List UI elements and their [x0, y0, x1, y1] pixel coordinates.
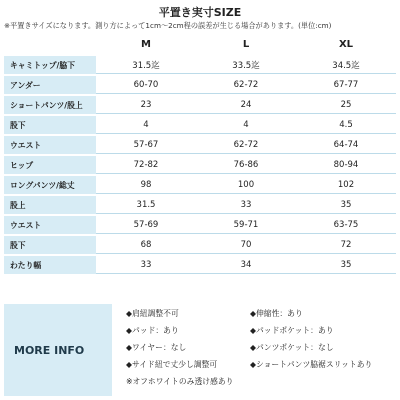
size-value-cell: 24: [196, 96, 296, 114]
measurement-note: ※平置きサイズになります。測り方によって1cm～2cm程の誤差が生じる場合があります。(単位:cm): [4, 21, 332, 30]
header-corner: [4, 35, 96, 54]
table-row: [4, 176, 396, 194]
size-value-cell: 72: [296, 236, 396, 254]
size-value-cell: 68: [96, 236, 196, 254]
size-value-cell: 102: [296, 176, 396, 194]
size-header-xl: XL: [338, 39, 354, 50]
table-row: [4, 116, 396, 134]
more-info-label: MORE INFO: [14, 344, 85, 357]
row-label: 股下: [4, 116, 96, 134]
size-value-cell: 64-74: [296, 136, 396, 154]
row-label: キャミトップ/脇下: [4, 56, 96, 74]
table-row: [4, 216, 396, 234]
table-row: [4, 236, 396, 254]
info-side-string: ◆サイド紐で丈少し調整可: [126, 360, 218, 369]
row-label: ショートパンツ/股上: [4, 96, 96, 114]
size-value-cell: 35: [296, 196, 396, 214]
row-label: 股下: [4, 236, 96, 254]
size-value-cell: 31.5迄: [96, 56, 196, 74]
row-label: アンダー: [4, 76, 96, 94]
table-row: [4, 196, 396, 214]
size-value-cell: 70: [196, 236, 296, 254]
row-label: ヒップ: [4, 156, 96, 174]
size-value-cell: 57-69: [96, 216, 196, 234]
info-pad: ◆パッド：あり: [126, 326, 179, 335]
size-header-row: [4, 35, 396, 54]
more-info-box: [112, 304, 396, 396]
row-label: わたり幅: [4, 256, 96, 274]
size-table: [4, 33, 396, 276]
info-offwhite-note: ※オフホワイトのみ透け感あり: [126, 377, 234, 386]
size-value-cell: 4: [196, 116, 296, 134]
size-table-body: [4, 56, 396, 274]
more-info-section: [4, 304, 396, 396]
size-value-cell: 72-82: [96, 156, 196, 174]
size-value-cell: 33: [96, 256, 196, 274]
info-pad-pocket: ◆パッドポケット：あり: [250, 326, 334, 335]
size-value-cell: 60-70: [96, 76, 196, 94]
info-shoulder-strap: ◆肩紐調整不可: [126, 309, 179, 318]
size-value-cell: 63-75: [296, 216, 396, 234]
table-row: [4, 76, 396, 94]
size-value-cell: 35: [296, 256, 396, 274]
table-row: [4, 156, 396, 174]
size-header-m: M: [141, 39, 151, 50]
info-stretch: ◆伸縮性：あり: [250, 309, 303, 318]
row-label: ロングパンツ/総丈: [4, 176, 96, 194]
size-value-cell: 59-71: [196, 216, 296, 234]
table-row: [4, 136, 396, 154]
row-label: 股上: [4, 196, 96, 214]
size-value-cell: 33: [196, 196, 296, 214]
size-value-cell: 4: [96, 116, 196, 134]
size-chart-title: 平置き実寸SIZE: [158, 6, 242, 19]
size-value-cell: 57-67: [96, 136, 196, 154]
size-value-cell: 62-72: [196, 76, 296, 94]
table-row: [4, 256, 396, 274]
size-value-cell: 25: [296, 96, 396, 114]
size-value-cell: 34.5迄: [296, 56, 396, 74]
info-slit: ◆ショートパンツ脇裾スリットあり: [250, 360, 373, 369]
table-row: [4, 96, 396, 114]
row-label: ウエスト: [4, 136, 96, 154]
size-value-cell: 62-72: [196, 136, 296, 154]
size-value-cell: 98: [96, 176, 196, 194]
size-value-cell: 4.5: [296, 116, 396, 134]
size-value-cell: 23: [96, 96, 196, 114]
size-value-cell: 31.5: [96, 196, 196, 214]
size-value-cell: 100: [196, 176, 296, 194]
size-value-cell: 80-94: [296, 156, 396, 174]
size-value-cell: 67-77: [296, 76, 396, 94]
size-value-cell: 34: [196, 256, 296, 274]
table-row: [4, 56, 396, 74]
size-value-cell: 33.5迄: [196, 56, 296, 74]
size-header-l: L: [242, 39, 250, 50]
info-wire: ◆ワイヤー：なし: [126, 343, 187, 352]
info-pants-pocket: ◆パンツポケット：なし: [250, 343, 334, 352]
row-label: ウエスト: [4, 216, 96, 234]
size-value-cell: 76-86: [196, 156, 296, 174]
